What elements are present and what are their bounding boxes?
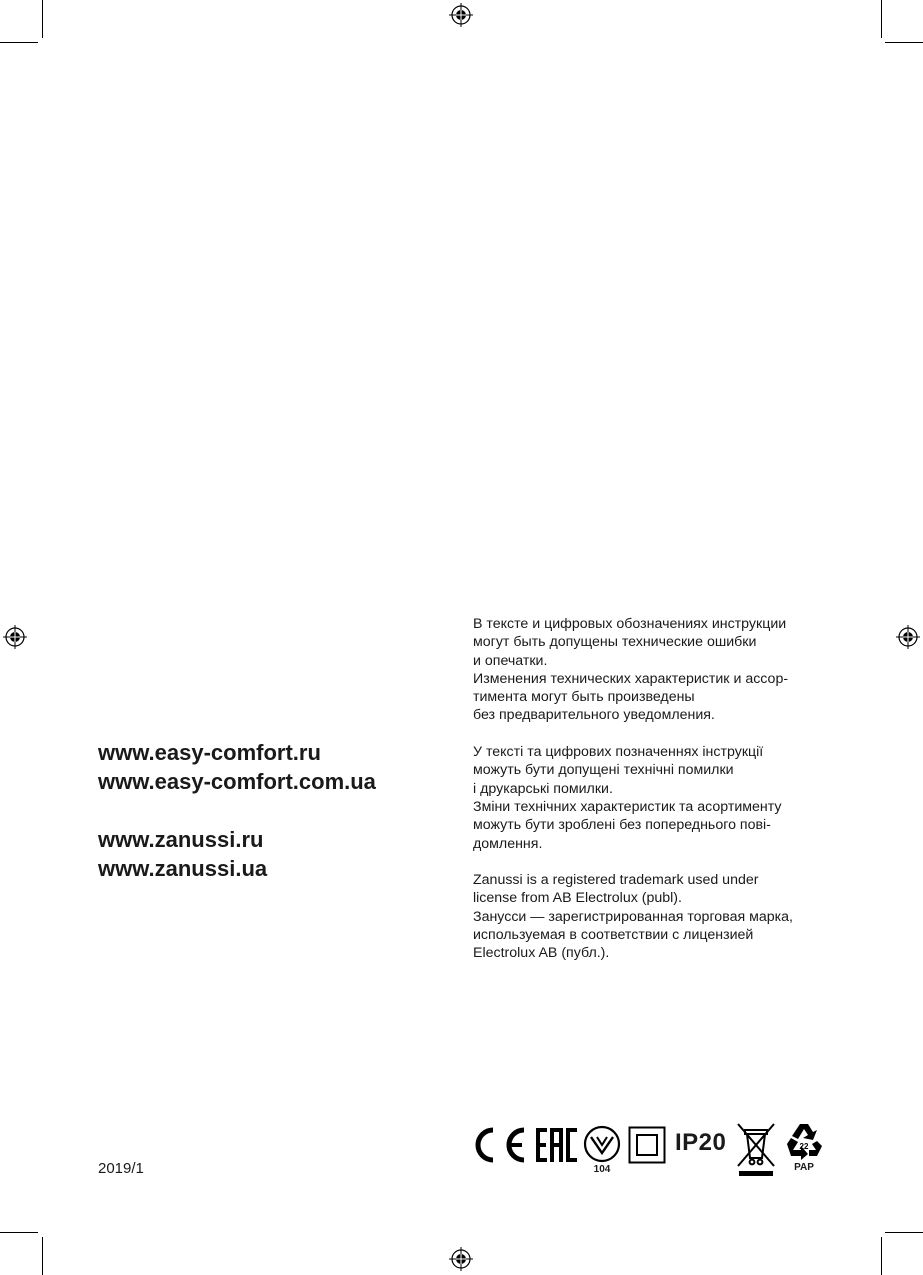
double-insulation-icon <box>628 1126 666 1164</box>
ukr-cert-number: 104 <box>593 1164 611 1175</box>
website-link[interactable]: www.easy-comfort.com.ua <box>98 769 376 794</box>
ce-mark-icon <box>472 1126 528 1164</box>
edition-year: 2019/1 <box>98 1160 144 1177</box>
trademark-notice: Zanussi is a registered trademark used under license from AB Electrolux (publ). Занусси — зарегистрированная торговая марка, используемая в соответствии с лицензией Electrolux AB (публ.). <box>473 872 793 962</box>
weee-bin-icon <box>736 1122 776 1178</box>
crop-mark <box>42 1237 43 1275</box>
registration-mark-icon <box>449 1247 473 1271</box>
recycle-code: PAP <box>794 1162 814 1173</box>
website-list <box>98 738 376 883</box>
ua-disclaimer: У тексті та цифрових позначеннях інструкції можуть бути допущені технічні помилки і друкарські помилки. Зміни технічних характеристик та асортименту можуть бути зроблені без попереднього пові- домлення. <box>473 744 782 852</box>
website-link[interactable]: www.zanussi.ru <box>98 827 264 852</box>
ru-disclaimer: В тексте и цифровых обозначениях инструкции могут быть допущены технические ошибки и опечатки. Изменения технических характеристик и ассор- тимента могут быть произведены без предварительного уведомления. <box>473 616 789 724</box>
crop-mark <box>0 42 38 43</box>
ip-rating: IP20 <box>675 1129 727 1156</box>
eac-mark-icon <box>534 1126 578 1164</box>
crop-mark <box>881 1237 882 1275</box>
crop-mark <box>42 0 43 38</box>
recycle-number: 22 <box>799 1142 809 1151</box>
ce-mark-label: CE <box>472 1126 474 1127</box>
recycling-icon <box>784 1122 824 1160</box>
registration-mark-icon <box>896 625 920 649</box>
crop-mark <box>881 0 882 38</box>
crop-mark <box>885 42 923 43</box>
crop-mark <box>885 1232 923 1233</box>
crop-mark <box>0 1232 38 1233</box>
website-link[interactable]: www.zanussi.ua <box>98 856 268 881</box>
ukrsepro-mark-icon <box>582 1124 622 1164</box>
registration-mark-icon <box>449 3 473 27</box>
legal-text <box>473 615 853 963</box>
website-link[interactable]: www.easy-comfort.ru <box>98 740 321 765</box>
registration-mark-icon <box>3 625 27 649</box>
